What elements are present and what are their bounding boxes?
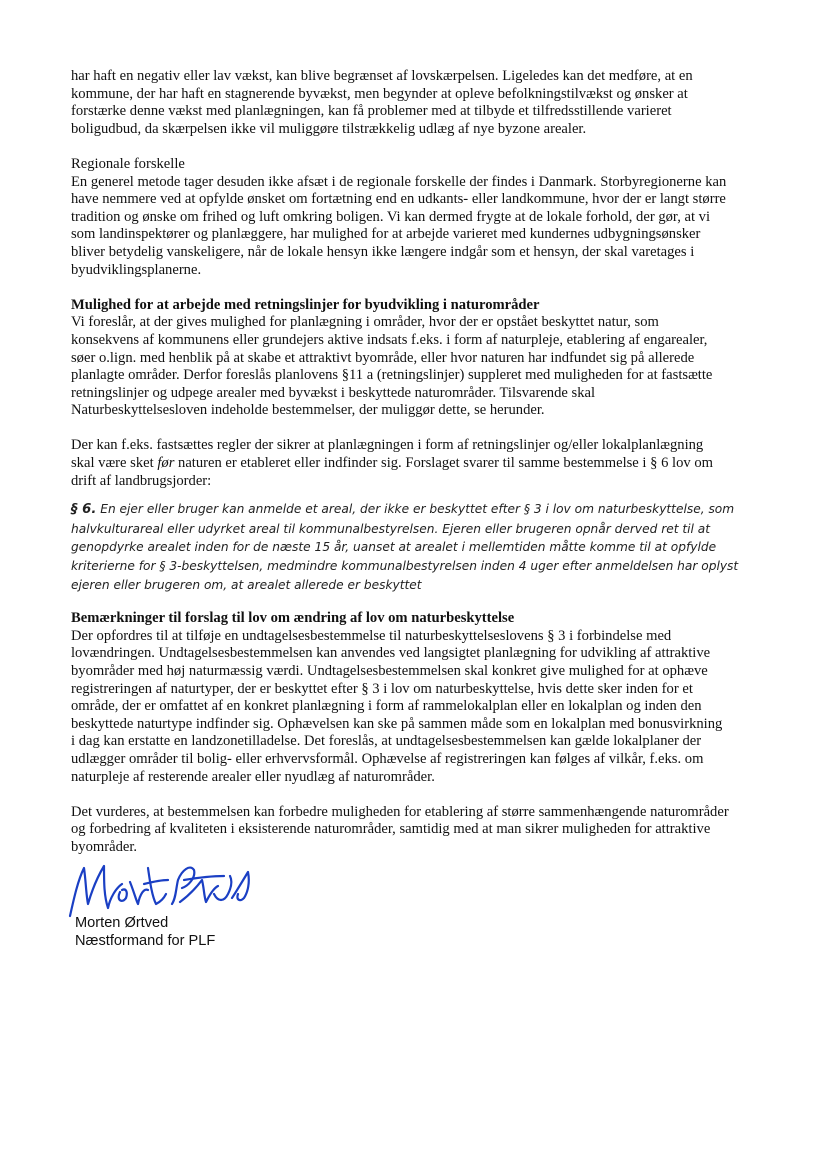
signature-block	[75, 915, 215, 950]
text-line: kommune, der har haft en stagnerende byvækst, men begynder at opleve befolkningstilvækst og ønsker at	[71, 85, 688, 102]
law-quote	[71, 500, 761, 594]
remarks-section	[71, 610, 761, 786]
paragraph-number: § 6.	[71, 502, 97, 518]
quote-line: kriterierne for § 3-beskyttelsen, medmindre kommunalbestyrelsen inden 4 uger efter anmeldelsen har oplyst	[71, 559, 739, 574]
section-heading: Bemærkninger til forslag til lov om ændring af lov om naturbeskyttelse	[71, 610, 515, 627]
text-line: i dag kan erstatte en landzonetilladelse. Det foreslås, at undtagelsesbestemmelsen kan gælde lokalplaner der	[71, 733, 702, 750]
text-line: søer o.lign. med henblik på at skabe et attraktivt byområde, eller hvor naturen har indfundet sig på allerede	[71, 349, 695, 366]
text-line	[71, 455, 761, 473]
text-line: retningslinjer og udpege arealer med byvækst i beskyttede naturområder. Tilsvarende skal	[71, 384, 596, 401]
text-line: Vi foreslår, at der gives mulighed for planlægning i områder, hvor der er opstået beskyttet natur, som	[71, 314, 659, 331]
text-line: planlagte områder. Derfor foreslås planlovens §11 a (retningslinjer) suppleret med muligheden for at fastsætte	[71, 367, 713, 384]
text-line: bliver betydelig vanskeligere, når de lokale hensyn ikke længere indgår som et hensyn, der skal varetages i	[71, 243, 695, 260]
text-line: boligudbud, da skærpelsen ikke vil muliggøre tilstrækkelig udlæg af nye byzone arealer.	[71, 120, 587, 137]
text-line: som landinspektører og planlæggere, har mulighed for at arbejde varieret med kundernes udbygningsønsker	[71, 226, 701, 243]
text-line: område, der er omfattet af en konkret planlægning i form af rammelokalplan eller en lokalplan og inden den	[71, 698, 702, 715]
text-line: konsekvens af kommunens eller grundejers aktive indsats f.eks. i form af naturpleje, etablering af engarealer,	[71, 331, 708, 348]
emphasis-text: før	[157, 455, 175, 472]
text-fragment: naturen er etableret eller indfinder sig. Forslaget svarer til samme bestemmelse i § 6 lov om	[174, 455, 713, 472]
handwritten-signature	[64, 858, 264, 922]
section-heading: Mulighed for at arbejde med retningslinjer for byudvikling i naturområder	[71, 296, 540, 313]
text-line: Der opfordres til at tilføje en undtagelsesbestemmelse til naturbeskyttelseslovens § 3 i forbindelse med	[71, 627, 672, 644]
quote-line	[71, 500, 761, 520]
quote-line: genopdyrke arealet inden for de næste 15 år, uanset at arealet i mellemtiden måtte komme til at opfylde	[71, 540, 717, 555]
closing-paragraph	[71, 804, 761, 857]
quote-line: halvkulturareal eller udyrket areal til kommunalbestyrelsen. Ejeren eller brugeren opnår derved ret til at	[71, 521, 711, 536]
text-line: Det vurderes, at bestemmelsen kan forbedre muligheden for etablering af større sammenhængende naturområder	[71, 803, 729, 820]
signer-title: Næstformand for PLF	[75, 932, 216, 949]
quote-line: ejeren eller brugeren om, at arealet allerede er beskyttet	[71, 577, 422, 592]
regional-section	[71, 156, 761, 279]
text-line: Naturbeskyttelsesloven indeholde bestemmelser, der muliggør dette, se herunder.	[71, 402, 545, 419]
text-line: naturpleje af resterende arealer eller nyudlæg af naturområder.	[71, 768, 435, 785]
intro-paragraph	[71, 68, 761, 138]
text-line: drift af landbrugsjorder:	[71, 472, 212, 489]
text-line: have nemmere ved at opfylde ønsket om fortætning end en udkants- eller landkommune, hvor der er langt større	[71, 191, 726, 208]
text-line: registreringen af naturtyper, der er beskyttet efter § 3 i lov om naturbeskyttelse, hvis dette sker inden for et	[71, 680, 693, 697]
text-line: En generel metode tager desuden ikke afsæt i de regionale forskelle der findes i Danmark. Storbyregionerne kan	[71, 173, 727, 190]
text-fragment: skal være sket	[71, 455, 158, 472]
document-body	[71, 68, 761, 857]
text-line: og forbedring af kvaliteten i eksisterende naturområder, samtidig med at man sikrer muligheden for attraktive	[71, 821, 711, 838]
text-line: udlægger områder til bolig- eller erhvervsformål. Ophævelse af registreringen kan følges af vilkår, f.eks. om	[71, 750, 704, 767]
text-line: beskyttede naturtype indfinder sig. Ophævelsen kan ske på sammen måde som en lokalplan med bonusvirkning	[71, 715, 723, 732]
text-line: Der kan f.eks. fastsættes regler der sikrer at planlægningen i form af retningslinjer og/eller lokalplanlægning	[71, 437, 704, 454]
nature-planning-section	[71, 297, 761, 420]
text-line: byområder.	[71, 838, 138, 855]
text-line: har haft en negativ eller lav vækst, kan blive begrænset af lovskærpelsen. Ligeledes kan det medføre, at en	[71, 68, 693, 84]
signer-name: Morten Ørtved	[75, 915, 169, 931]
text-line: forstærke denne vækst med planlægningen, kan få problemer med at tilbyde et tilfredsstillende varieret	[71, 103, 672, 120]
text-line: tradition og ønske om frihed og luft omkring boligen. Vi kan dermed frygte at de lokale forhold, der gør, at vi	[71, 208, 711, 225]
rules-paragraph	[71, 437, 761, 490]
text-line: byområder med høj naturmæssig værdi. Undtagelsesbestemmelsen skal konkret give mulighed for at ophæve	[71, 663, 708, 679]
section-subtitle: Regionale forskelle	[71, 155, 185, 172]
text-line: lovændringen. Undtagelsesbestemmelsen kan anvendes ved langsigtet planlægning for udvikling af attraktive	[71, 645, 711, 662]
text-line: byudviklingsplanerne.	[71, 261, 202, 278]
quote-text: En ejer eller bruger kan anmelde et areal, der ikke er beskyttet efter § 3 i lov om naturbeskyttelse, som	[96, 502, 735, 517]
